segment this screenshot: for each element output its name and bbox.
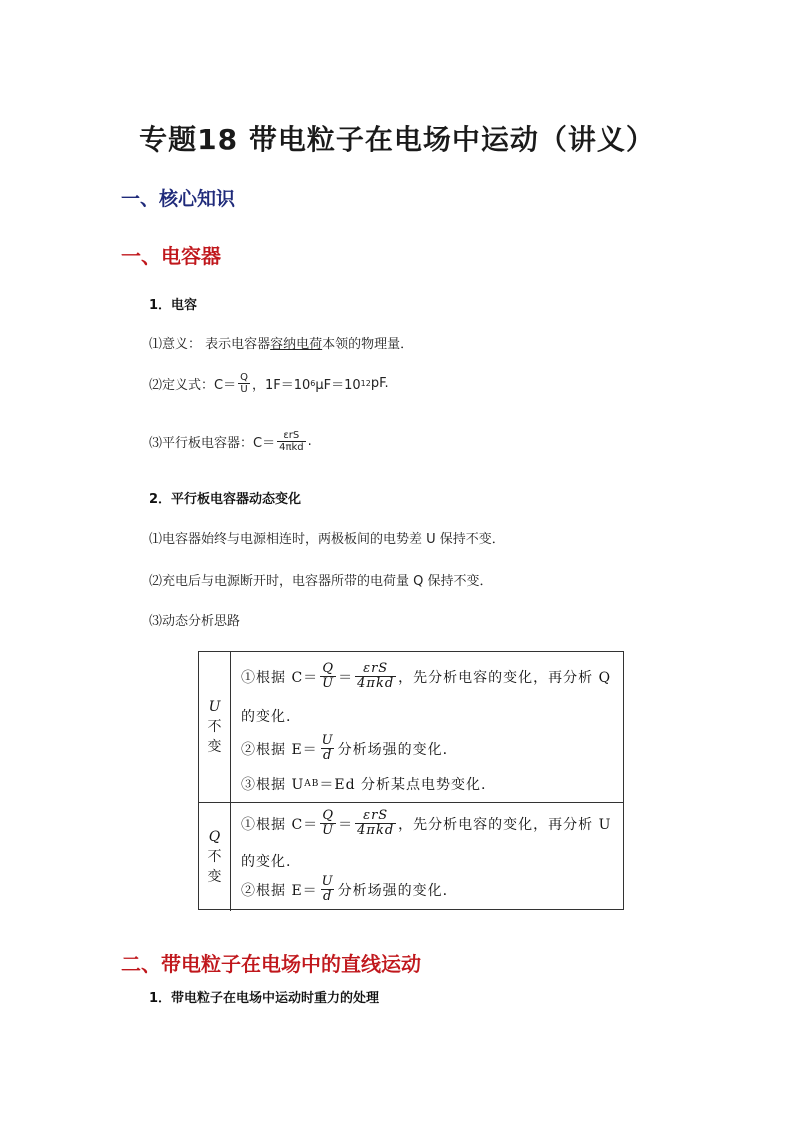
item-definition-mid: μF＝10: [315, 378, 361, 393]
fraction-u-over-d: [320, 734, 336, 764]
line-text: ＝Ed 分析某点电势变化.: [319, 777, 487, 793]
table-row-q-constant: [199, 803, 623, 911]
page-title: 专题18 带电粒子在电场中运动（讲义）: [139, 123, 655, 156]
fraction-numerator: εrS: [363, 808, 389, 823]
line-text: ③根据 U: [241, 777, 305, 793]
fraction-capacitance: [277, 430, 306, 453]
fraction-capacitance: [355, 809, 396, 839]
item-meaning-prefix: ⑴意义： 表示电容器: [149, 337, 271, 352]
fraction-numerator: U: [321, 874, 334, 889]
dynamic-item-1: ⑴电容器始终与电源相连时，两极板间的电势差 U 保持不变．: [149, 532, 505, 547]
item-parallel-end: .: [307, 434, 312, 449]
fraction-denominator: U: [240, 384, 248, 395]
line-text: ＝: [338, 669, 354, 686]
row-line: 的变化.: [241, 709, 292, 725]
item-meaning: [149, 333, 413, 352]
fraction-denominator: U: [322, 676, 335, 692]
row-label: [199, 803, 231, 911]
item-parallel-prefix: ⑶平行板电容器：C＝: [149, 436, 276, 451]
line-text: ①根据 C＝: [241, 816, 319, 833]
fraction-capacitance: [355, 662, 396, 692]
dynamic-item-2: ⑵充电后与电源断开时，电容器所带的电荷量 Q 保持不变．: [149, 574, 493, 589]
item-definition: [149, 372, 389, 395]
subscript: AB: [304, 779, 320, 789]
fraction-denominator: 4πkd: [357, 823, 395, 839]
fraction-q-over-u: [320, 662, 336, 692]
line-text: 分析场强的变化.: [337, 741, 449, 758]
fraction-numerator: Q: [322, 661, 334, 676]
subheading-capacitance: 1．电容: [149, 298, 198, 313]
row-label-text: 变: [207, 869, 222, 885]
line-text: ②根据 E＝: [241, 882, 318, 899]
row-line: [241, 662, 611, 692]
line-text: ＝: [338, 816, 354, 833]
fraction-q-over-u: [320, 809, 336, 839]
row-line: [241, 734, 448, 764]
section-capacitor-heading: 一、电容器: [121, 244, 221, 268]
row-label-variable: U: [208, 699, 221, 715]
item-parallel-plate: [149, 430, 312, 453]
section-core-heading: 一、核心知识: [121, 188, 236, 210]
row-line: 的变化.: [241, 854, 292, 870]
section-linear-motion-heading: 二、带电粒子在电场中的直线运动: [121, 952, 421, 976]
fraction-denominator: U: [322, 823, 335, 839]
table-row-u-constant: [199, 652, 623, 803]
row-line: [241, 809, 611, 839]
row-label-text: 变: [207, 739, 222, 755]
line-text: ，先分析电容的变化，再分析 U: [398, 816, 612, 833]
fraction-numerator: Q: [322, 808, 334, 823]
line-text: ②根据 E＝: [241, 741, 318, 758]
row-line: [241, 774, 486, 794]
dynamic-item-3: ⑶动态分析思路: [149, 614, 241, 629]
fraction-numerator: Q: [240, 372, 248, 383]
fraction-denominator: 4πkd: [357, 676, 395, 692]
line-text: ，先分析电容的变化，再分析 Q: [398, 669, 612, 686]
item-definition-prefix: ⑵定义式：C＝: [149, 378, 237, 393]
item-definition-suffix: ，1F＝10: [251, 378, 311, 393]
fraction-u-over-d: [320, 875, 336, 905]
subheading-dynamic: 2．平行板电容器动态变化: [149, 492, 302, 507]
row-label-text: 不: [207, 849, 222, 865]
fraction-q-over-u: [238, 372, 250, 395]
item-meaning-underlined: 容纳电荷: [270, 337, 323, 352]
item-definition-end: pF.: [370, 376, 389, 391]
item-meaning-suffix: 本领的物理量．: [322, 337, 414, 352]
fraction-denominator: d: [322, 889, 333, 905]
subheading-gravity: 1．带电粒子在电场中运动时重力的处理: [149, 991, 380, 1006]
line-text: ①根据 C＝: [241, 669, 319, 686]
fraction-numerator: U: [321, 733, 334, 748]
analysis-table: [198, 651, 624, 910]
fraction-denominator: 4πkd: [279, 442, 304, 453]
fraction-numerator: εrS: [363, 661, 389, 676]
row-line: [241, 875, 448, 905]
row-label: [199, 652, 231, 802]
exponent: 12: [360, 379, 371, 388]
line-text: 分析场强的变化.: [337, 882, 449, 899]
fraction-numerator: εrS: [283, 430, 300, 441]
row-label-variable: Q: [208, 829, 221, 845]
row-label-text: 不: [207, 719, 222, 735]
exponent: 6: [310, 379, 316, 388]
fraction-denominator: d: [322, 748, 333, 764]
